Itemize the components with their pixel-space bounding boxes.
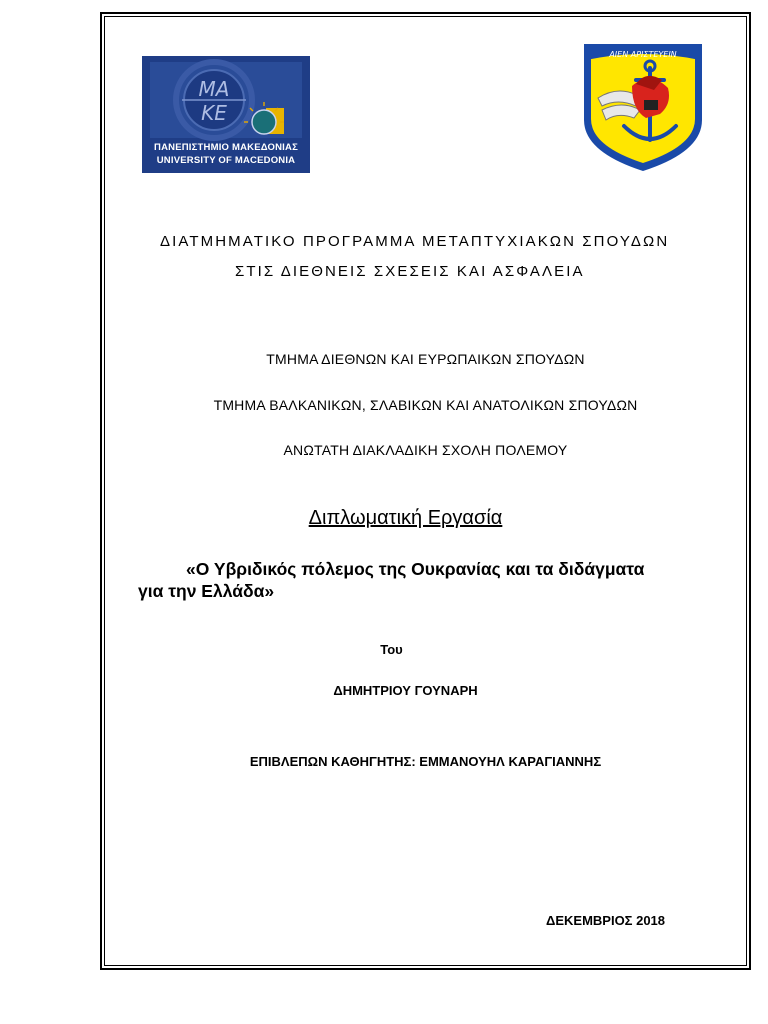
university-name-english: UNIVERSITY OF MACEDONIA	[156, 155, 296, 166]
thesis-title-line-1: «Ο Υβριδικός πόλεμος της Ουκρανίας και τα διδάγματα	[186, 559, 645, 579]
programme-line-2: ΣΤΙΣ ΔΙΕΘΝΕΙΣ ΣΧΕΣΕΙΣ ΚΑΙ ΑΣΦΑΛΕΙΑ	[235, 263, 585, 280]
crest-motto: ΑΙΕΝ ΑΡΙΣΤΕΥΕΙΝ	[609, 50, 677, 59]
submission-date: ΔΕΚΕΜΒΡΙΟΣ 2018	[546, 913, 666, 928]
department-3: ΑΝΩΤΑΤΗ ΔΙΑΚΛΑΔΙΚΗ ΣΧΟΛΗ ΠΟΛΕΜΟΥ	[283, 442, 568, 458]
university-name-greek: ΠΑΝΕΠΙΣΤΗΜΙΟ ΜΑΚΕΔΟΝΙΑΣ	[154, 142, 298, 153]
svg-text:ΚΕ: ΚΕ	[201, 101, 227, 125]
programme-line-1: ΔΙΑΤΜΗΜΑΤΙΚΟ ΠΡΟΓΡΑΜΜΑ ΜΕΤΑΠΤΥΧΙΑΚΩΝ ΣΠΟΥΔΩΝ	[160, 233, 670, 250]
supervisor: ΕΠΙΒΛΕΠΩΝ ΚΑΘΗΓΗΤΗΣ: ΕΜΜΑΝΟΥΗΛ ΚΑΡΑΓΙΑΝΝΗΣ	[249, 754, 602, 769]
military-crest-icon	[580, 40, 706, 174]
department-2: ΤΜΗΜΑ ΒΑΛΚΑΝΙΚΩΝ, ΣΛΑΒΙΚΩΝ ΚΑΙ ΑΝΑΤΟΛΙΚΩΝ ΣΠΟΥΔΩΝ	[213, 397, 638, 413]
thesis-type-heading: Διπλωματική Εργασία	[308, 507, 503, 529]
department-1: ΤΜΗΜΑ ΔΙΕΘΝΩΝ ΚΑΙ ΕΥΡΩΠΑΙΚΩΝ ΣΠΟΥΔΩΝ	[266, 351, 585, 367]
university-logo	[142, 56, 310, 173]
thesis-title-line-2: για την Ελλάδα»	[138, 581, 275, 601]
svg-text:ΜΑ: ΜΑ	[198, 77, 230, 101]
author-name: ΔΗΜΗΤΡΙΟΥ ΓΟΥΝΑΡΗ	[333, 683, 478, 698]
by-label: Του	[380, 642, 403, 657]
